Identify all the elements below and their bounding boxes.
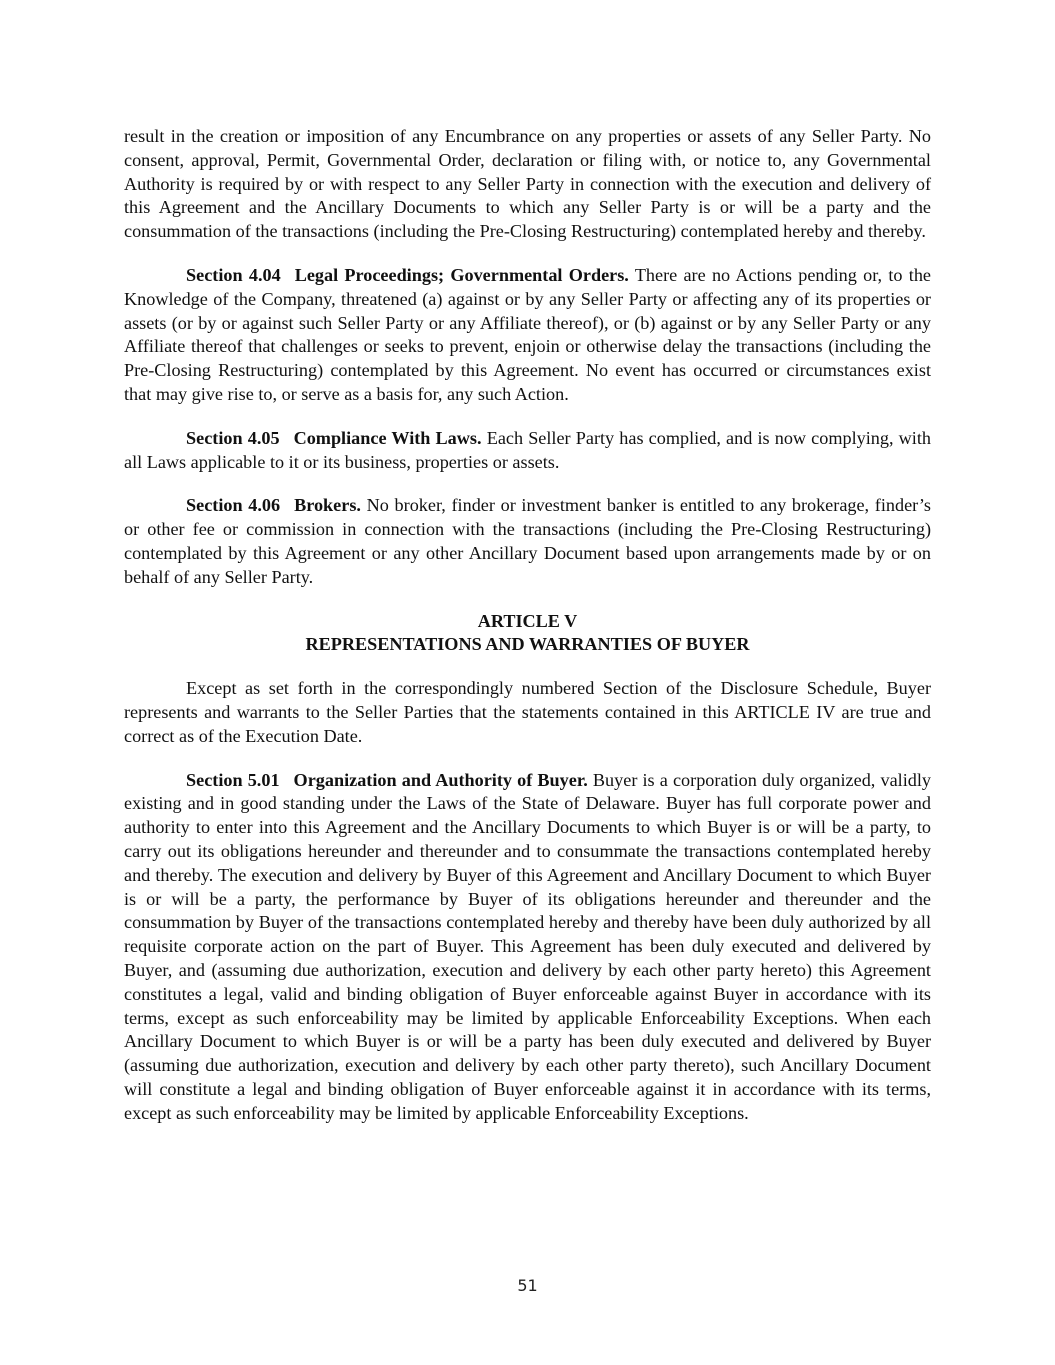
- section-4-04: [124, 264, 931, 407]
- section-5-01-body: Buyer is a corporation duly organized, validly existing and in good standing under the Laws of the State of Delaware. Buyer has full corporate power and authority to enter into this Agreement and the Ancillary Documents to which Buyer is or will be a party, to carry out its obligations hereunder and thereunder and to consummate the transactions contemplated hereby and thereby. The execution and delivery by Buyer of this Agreement and Ancillary Document to which Buyer is or will be a party, the performance by Buyer of its obligations hereunder and thereunder and the consummation by Buyer of the transactions contemplated hereby and thereby have been duly authorized by all requisite corporate action on the part of Buyer. This Agreement has been duly executed and delivered by Buyer, and (assuming due authorization, execution and delivery by each other party hereto) this Agreement constitutes a legal, valid and binding obligation of Buyer enforceable against Buyer in accordance with its terms, except as such enforceability may be limited by applicable Enforceability Exceptions. When each Ancillary Document to which Buyer is or will be a party has been duly executed and delivered by Buyer (assuming due authorization, execution and delivery by each other party thereto), such Ancillary Document will constitute a legal and binding obligation of Buyer enforceable against it in accordance with its terms, except as such enforceability may be limited by applicable Enforceability Exceptions.: [124, 769, 931, 1123]
- section-4-05-title: Compliance With Laws.: [293, 427, 482, 448]
- section-4-06-title: Brokers.: [294, 495, 361, 516]
- section-4-04-title: Legal Proceedings; Governmental Orders.: [294, 264, 629, 285]
- section-5-01: [124, 769, 931, 1126]
- section-4-05-number: Section 4.05: [186, 427, 280, 448]
- section-4-05-body: Each Seller Party has complied, and is now complying, with all Laws applicable to it or its business, properties or assets.: [124, 427, 931, 472]
- section-5-01-title: Organization and Authority of Buyer.: [293, 769, 588, 790]
- page-number: 51: [517, 1276, 538, 1295]
- article-heading: [124, 610, 931, 658]
- section-4-06-body: No broker, finder or investment banker is entitled to any brokerage, finder’s or other fee or commission in connection with the transactions (including the Pre-Closing Restructuring) contemplated by this Agreement or any other Ancillary Document based upon arrangements made by or on behalf of any Seller Party.: [124, 495, 932, 587]
- section-4-06: [124, 494, 931, 589]
- article-title: REPRESENTATIONS AND WARRANTIES OF BUYER: [305, 634, 750, 655]
- continuation-paragraph: result in the creation or imposition of any Encumbrance on any properties or assets of any Seller Party. No consent, approval, Permit, Governmental Order, declaration or filing with, or notice to, any Governmental Authority is required by or with respect to any Seller Party in connection with the execution and delivery of this Agreement and the Ancillary Documents to which any Seller Party is or will be a party and the consummation of the transactions (including the Pre-Closing Restructuring) contemplated hereby and thereby.: [124, 126, 931, 242]
- section-4-06-number: Section 4.06: [186, 495, 281, 516]
- section-4-04-number: Section 4.04: [186, 264, 281, 285]
- article-intro-paragraph: Except as set forth in the correspondingly numbered Section of the Disclosure Schedule, Buyer represents and warrants to the Seller Parties that the statements contained in this ARTICLE IV are true and correct as of the Execution Date.: [124, 678, 931, 746]
- section-4-05: [124, 427, 931, 475]
- article-label: ARTICLE V: [477, 610, 578, 631]
- document-page: [124, 125, 931, 1125]
- section-5-01-number: Section 5.01: [186, 769, 280, 790]
- section-4-04-body: There are no Actions pending or, to the Knowledge of the Company, threatened (a) against or by any Seller Party or affecting any of its properties or assets (or by or against such Seller Party or any Affiliate thereof), or (b) against or by any Seller Party or any Affiliate thereof that challenges or seeks to prevent, enjoin or otherwise delay the transactions (including the Pre-Closing Restructuring) contemplated by this Agreement. No event has occurred or circumstances exist that may give rise to, or serve as a basis for, any such Action.: [124, 264, 931, 404]
